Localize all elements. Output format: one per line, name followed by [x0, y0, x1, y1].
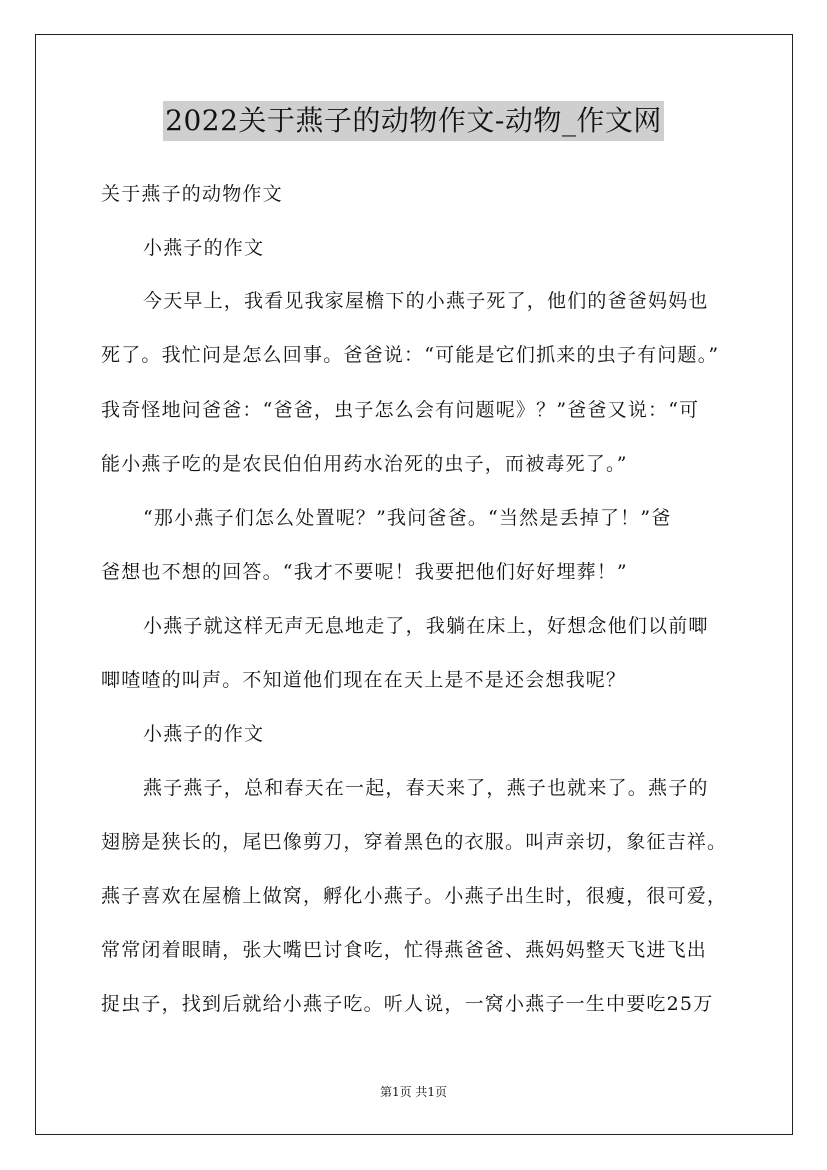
- subtitle: 关于燕子的动物作文: [101, 183, 283, 205]
- paragraph-line: 翅膀是狭长的，尾巴像剪刀，穿着黑色的衣服。叫声亲切，象征吉祥。: [101, 831, 728, 853]
- page-footer: 第1页 共1页: [379, 1085, 448, 1099]
- paragraph-line: 小燕子就这样无声无息地走了，我躺在床上，好想念他们以前唧: [143, 615, 709, 637]
- paragraph-line: 我奇怪地问爸爸：“爸爸，虫子怎么会有问题呢》？”爸爸又说：“可: [101, 399, 700, 421]
- title-container: [0, 101, 827, 141]
- paragraph-line: 爸想也不想的回答。“我才不要呢！我要把他们好好埋葬！”: [101, 561, 628, 583]
- paragraph-line: 能小燕子吃的是农民伯伯用药水治死的虫子，而被毒死了。”: [101, 453, 628, 475]
- paragraph-line: 死了。我忙问是怎么回事。爸爸说：“可能是它们抓来的虫子有问题。”: [101, 344, 720, 366]
- paragraph-line: 捉虫子，找到后就给小燕子吃。听人说，一窝小燕子一生中要吃25万: [101, 993, 714, 1015]
- document-title: 2022关于燕子的动物作文-动物_作文网: [163, 101, 664, 141]
- paragraph-line: 唧喳喳的叫声。不知道他们现在在天上是不是还会想我呢？: [101, 669, 627, 691]
- paragraph-line: 燕子燕子，总和春天在一起，春天来了，燕子也就来了。燕子的: [143, 777, 709, 799]
- paragraph-line: “那小燕子们怎么处置呢？”我问爸爸。“当然是丢掉了！”爸: [143, 507, 672, 529]
- paragraph-line: 燕子喜欢在屋檐上做窝，孵化小燕子。小燕子出生时，很瘦，很可爱，: [101, 885, 728, 907]
- section-heading: 小燕子的作文: [143, 723, 265, 745]
- paragraph-line: 今天早上，我看见我家屋檐下的小燕子死了，他们的爸爸妈妈也: [143, 290, 709, 312]
- paragraph-line: 常常闭着眼睛，张大嘴巴讨食吃，忙得燕爸爸、燕妈妈整天飞进飞出: [101, 939, 708, 961]
- section-heading: 小燕子的作文: [143, 237, 265, 259]
